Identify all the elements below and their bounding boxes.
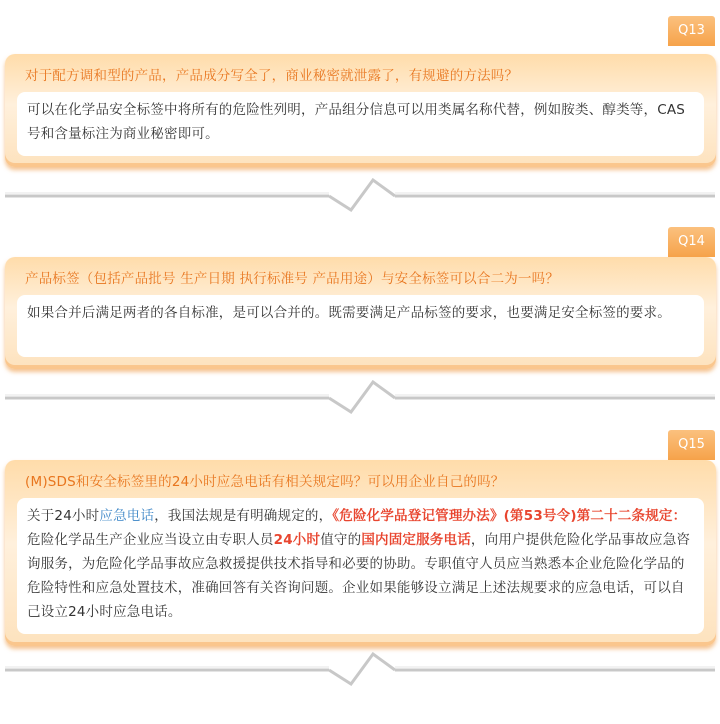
answer-text: 可以在化学品安全标签中将所有的危险性列明，产品组分信息可以用类属名称代替，例如胺类、醇类等，CAS号和含量标注为商业秘密即可。 [27, 102, 686, 142]
answer-box [17, 295, 704, 357]
question-number-badge: Q13 [668, 16, 715, 46]
highlight-24h: 24小时 [273, 532, 321, 548]
answer-text: ，我国法规是有明确规定的， [154, 508, 333, 524]
answer-text: 关于24小时 [27, 508, 100, 524]
answer-text: 如果合并后满足两者的各自标准，是可以合并的。既需要满足产品标签的要求，也要满足安全标签的要求。 [27, 305, 671, 321]
regulation-citation: 《危险化学品登记管理办法》(第53号令)第二十二条规定： [332, 508, 687, 524]
qa-card [5, 54, 716, 167]
qa-card [5, 257, 716, 369]
question-text: 对于配方调和型的产品，产品成分写全了，商业秘密就泄露了，有规避的方法吗？ [25, 68, 519, 84]
emergency-phone-link[interactable]: 应急电话 [99, 508, 155, 524]
answer-text: 值守的 [320, 532, 362, 548]
question-text: 产品标签（包括产品批号 生产日期 执行标准号 产品用途）与安全标签可以合二为一吗？ [25, 271, 560, 287]
answer-text: 危险化学品生产企业应当设立由专职人员 [27, 532, 274, 548]
qa-card [5, 460, 716, 646]
zigzag-divider [5, 178, 715, 212]
highlight-service-phone: 国内固定服务电话 [361, 532, 471, 548]
zigzag-divider [5, 652, 715, 686]
zigzag-divider [5, 380, 715, 414]
question-number-badge: Q15 [668, 430, 715, 460]
question-text: (M)SDS和安全标签里的24小时应急电话有相关规定吗？可以用企业自己的吗？ [25, 474, 505, 490]
answer-box [17, 92, 704, 156]
answer-box [17, 498, 704, 634]
answer-text: ，向用户提供危险化学品事故应急咨询服务，为危险化学品事故应急救援提供技术指导和必要的协助。专职值守人员应当熟悉本企业危险化学品的危险特性和应急处置技术，准确回答有关咨询问题。企业如果能够设立满足上述法规要求的应急电话，可以自己设立24小时应急电话。 [27, 532, 691, 620]
question-number-badge: Q14 [668, 227, 715, 257]
